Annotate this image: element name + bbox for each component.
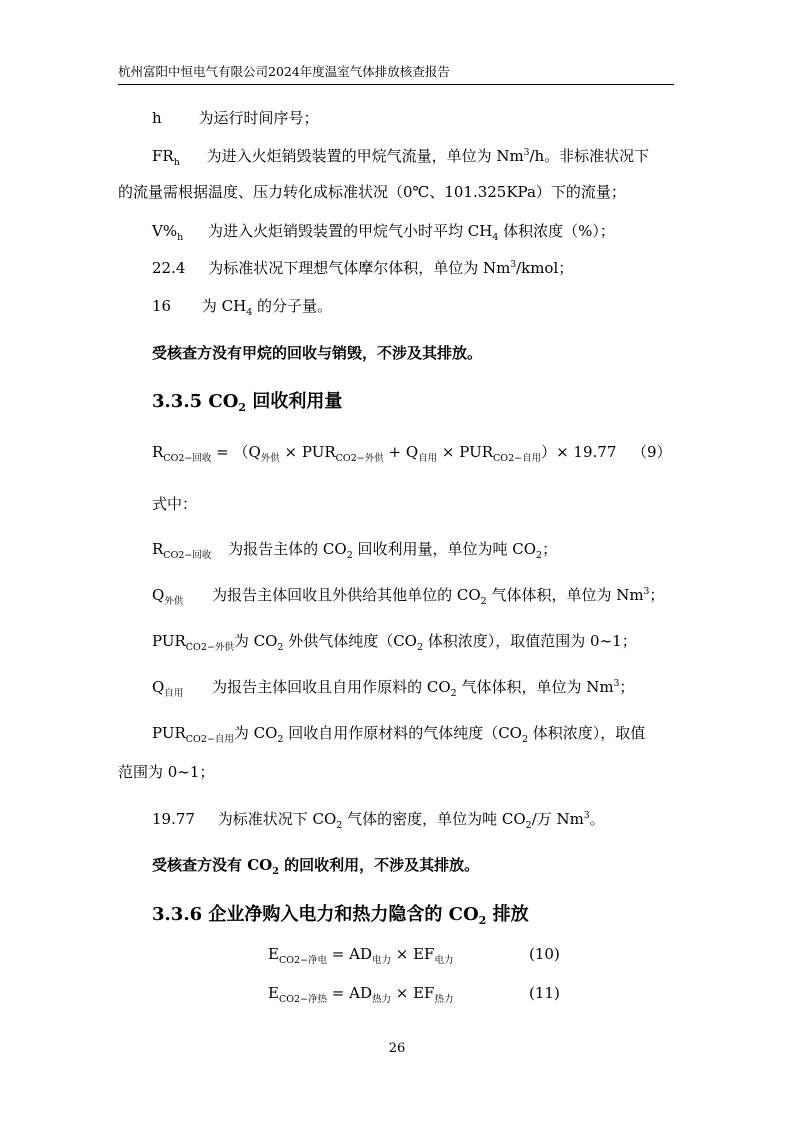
def-density-desc-sub2: 2 [525,820,532,831]
def-q1-desc-b: 气体体积，单位为 Nm [486,586,644,604]
def-p2-sub: CO2−自用 [185,734,234,745]
def-h-symbol: h [152,109,162,127]
def-density-desc-c: /万 Nm [531,810,584,828]
eq11-ef-sub: 热力 [434,994,454,1005]
def-p2-symbol: PUR [152,724,186,742]
conclusion-methane: 受核查方没有甲烷的回收与销毁，不涉及其排放。 [152,344,483,362]
eq10-ef-sub: 电力 [434,955,454,966]
def-density-desc-a: 为标准状况下 CO [217,810,337,828]
def-16 [152,296,332,319]
def-fr-line2: 的流量需根据温度、压力转化成标准状况（0℃、101.325KPa）下的流量； [118,183,626,201]
def-p1-symbol: PUR [152,632,186,650]
def-q2-desc-c: ； [619,678,635,696]
def-22-4 [152,258,573,281]
def-v [152,221,615,244]
eq10-e-sub: CO2−净电 [278,955,328,966]
eq10-times: × EF [391,945,435,963]
def-q1-desc-sub: 2 [480,596,487,607]
page-number: 26 [388,1041,406,1056]
eq10-e: E [268,945,279,963]
equation-9 [152,441,616,462]
def-q2-desc-a: 为报告主体回收且自用作原料的 CO [212,678,451,696]
def-fr-desc-a: 为进入火炬销毁装置的甲烷气流量，单位为 Nm [206,147,524,165]
eq9-q2-sub: 自用 [418,453,438,464]
eq11-e-sub: CO2−净热 [278,994,328,1005]
eq9-tail: ）× 19.77 [541,443,617,461]
def-16-desc-a: 为 CH [201,297,247,315]
equation-9-number: （9） [632,443,672,461]
def-h [152,108,318,128]
def-p2-desc-sub: 2 [277,734,284,745]
def-density-desc-sub: 2 [336,820,343,831]
def-22-4-desc-b: /kmol； [516,259,574,277]
def-fr [152,146,649,169]
conclusion-co2-sub: 2 [272,866,279,877]
def-p2-desc-sub2: 2 [521,734,529,745]
def-p1-desc-sub2: 2 [416,642,424,653]
section-3-3-5-number: 3.3.5 CO [152,391,239,412]
def-q2-desc-sup: 3 [613,679,620,689]
def-q-external [152,585,664,608]
def-16-desc-b: 的分子量。 [252,297,333,315]
def-r-desc-b: 回收利用量，单位为吨 CO [352,540,537,558]
page-header-title: 杭州富阳中恒电气有限公司2024年度温室气体排放核查报告 [118,64,450,79]
def-16-symbol: 16 [152,297,172,315]
def-r-sub: CO2−回收 [163,550,212,561]
def-q1-desc-c: ； [649,586,665,604]
def-fr-desc-b: /h。非标准状况下 [529,147,650,165]
section-3-3-5-title: 回收利用量 [246,391,343,412]
def-q2-sub: 自用 [164,688,184,699]
section-3-3-6-title-a: 企业净购入电力和热力隐含的 CO [202,904,479,925]
section-3-3-6-number: 3.3.6 [152,904,203,925]
def-r-symbol: R [152,540,164,558]
def-q2-desc-sub: 2 [450,688,457,699]
section-3-3-6-title-b: 排放 [486,904,529,925]
def-q1-desc-sup: 3 [643,587,650,597]
eq9-plus: + Q [383,443,419,461]
def-r-desc-a: 为报告主体的 CO [228,540,347,558]
def-density-symbol: 19.77 [152,810,195,828]
def-q1-sub: 外供 [164,596,184,607]
def-p2-desc-c: 体积浓度），取值 [528,724,646,742]
eq9-pur2-sub: CO2−自用 [493,453,542,464]
eq11-times: × EF [391,984,435,1002]
def-v-desc-a: 为进入火炬销毁装置的甲烷气小时平均 CH [208,222,493,240]
def-r-desc-sub2: 2 [536,550,543,561]
eq11-mid: = AD [327,984,372,1002]
eq10-ad-sub: 电力 [371,955,391,966]
eq10-mid: = AD [327,945,372,963]
def-pur-self [152,723,645,746]
eq9-eq: = （Q [211,443,261,461]
def-q1-desc-a: 为报告主体回收且外供给其他单位的 CO [212,586,481,604]
conclusion-co2-a: 受核查方没有 CO [152,856,273,874]
def-pur-self-line2: 范围为 0~1； [118,763,215,781]
equation-10-number: (10) [529,945,560,963]
eq9-pur1-sub: CO2−外供 [335,453,384,464]
def-22-4-desc-a: 为标准状况下理想气体摩尔体积，单位为 Nm [208,259,511,277]
conclusion-co2-recovery [152,855,479,878]
def-p1-desc-sub: 2 [277,642,284,653]
def-p2-desc-b: 回收自用作原材料的气体纯度（CO [283,724,522,742]
eq11-ad-sub: 热力 [371,994,391,1005]
def-h-desc: 为运行时间序号； [198,109,319,127]
def-density-desc-d: 。 [589,810,605,828]
def-v-subscript: h [177,232,184,243]
def-p1-desc-c: 体积浓度），取值范围为 0~1； [423,632,637,650]
def-r [152,539,557,562]
eq9-q1-sub: 外供 [260,453,280,464]
equation-11-number: (11) [529,984,560,1002]
def-r-desc-sub: 2 [346,550,353,561]
eq11-e: E [268,984,279,1002]
def-density [152,809,605,832]
def-p1-desc-a: 为 CO [233,632,278,650]
conclusion-co2-b: 的回收利用，不涉及其排放。 [278,856,480,874]
def-v-desc-sub: 4 [492,232,499,243]
def-v-symbol: V% [152,222,178,240]
def-q2-symbol: Q [152,678,165,696]
def-p1-sub: CO2−外供 [185,642,234,653]
equation-10 [268,945,454,966]
def-fr-sup: 3 [523,148,530,158]
def-q2-desc-b: 气体体积，单位为 Nm [456,678,614,696]
def-density-desc-sup: 3 [583,811,590,821]
section-3-3-6-sub: 2 [478,914,487,927]
equation-11 [268,984,454,1005]
section-heading-3-3-5 [152,387,342,413]
section-heading-3-3-6 [152,900,529,926]
eq9-r-sub: CO2−回收 [163,453,212,464]
def-fr-subscript: h [173,157,180,168]
def-q1-symbol: Q [152,586,165,604]
def-pur-external [152,631,637,654]
def-density-desc-b: 气体的密度，单位为吨 CO [342,810,526,828]
eq9-r: R [152,443,164,461]
def-16-desc-sub: 4 [246,307,253,318]
def-p1-desc-b: 外供气体纯度（CO [283,632,417,650]
def-22-4-sup: 3 [510,260,517,270]
def-22-4-symbol: 22.4 [152,259,186,277]
eq9-times1: × PUR [279,443,336,461]
def-fr-symbol: FR [152,147,174,165]
def-p2-desc-a: 为 CO [233,724,278,742]
header-divider [118,84,674,85]
section-3-3-5-sub: 2 [238,401,247,414]
def-q-self [152,677,634,700]
where-label: 式中： [152,495,198,513]
def-r-desc-c: ； [542,540,558,558]
def-v-desc-b: 体积浓度（%）； [498,222,615,240]
eq9-times2: × PUR [437,443,494,461]
